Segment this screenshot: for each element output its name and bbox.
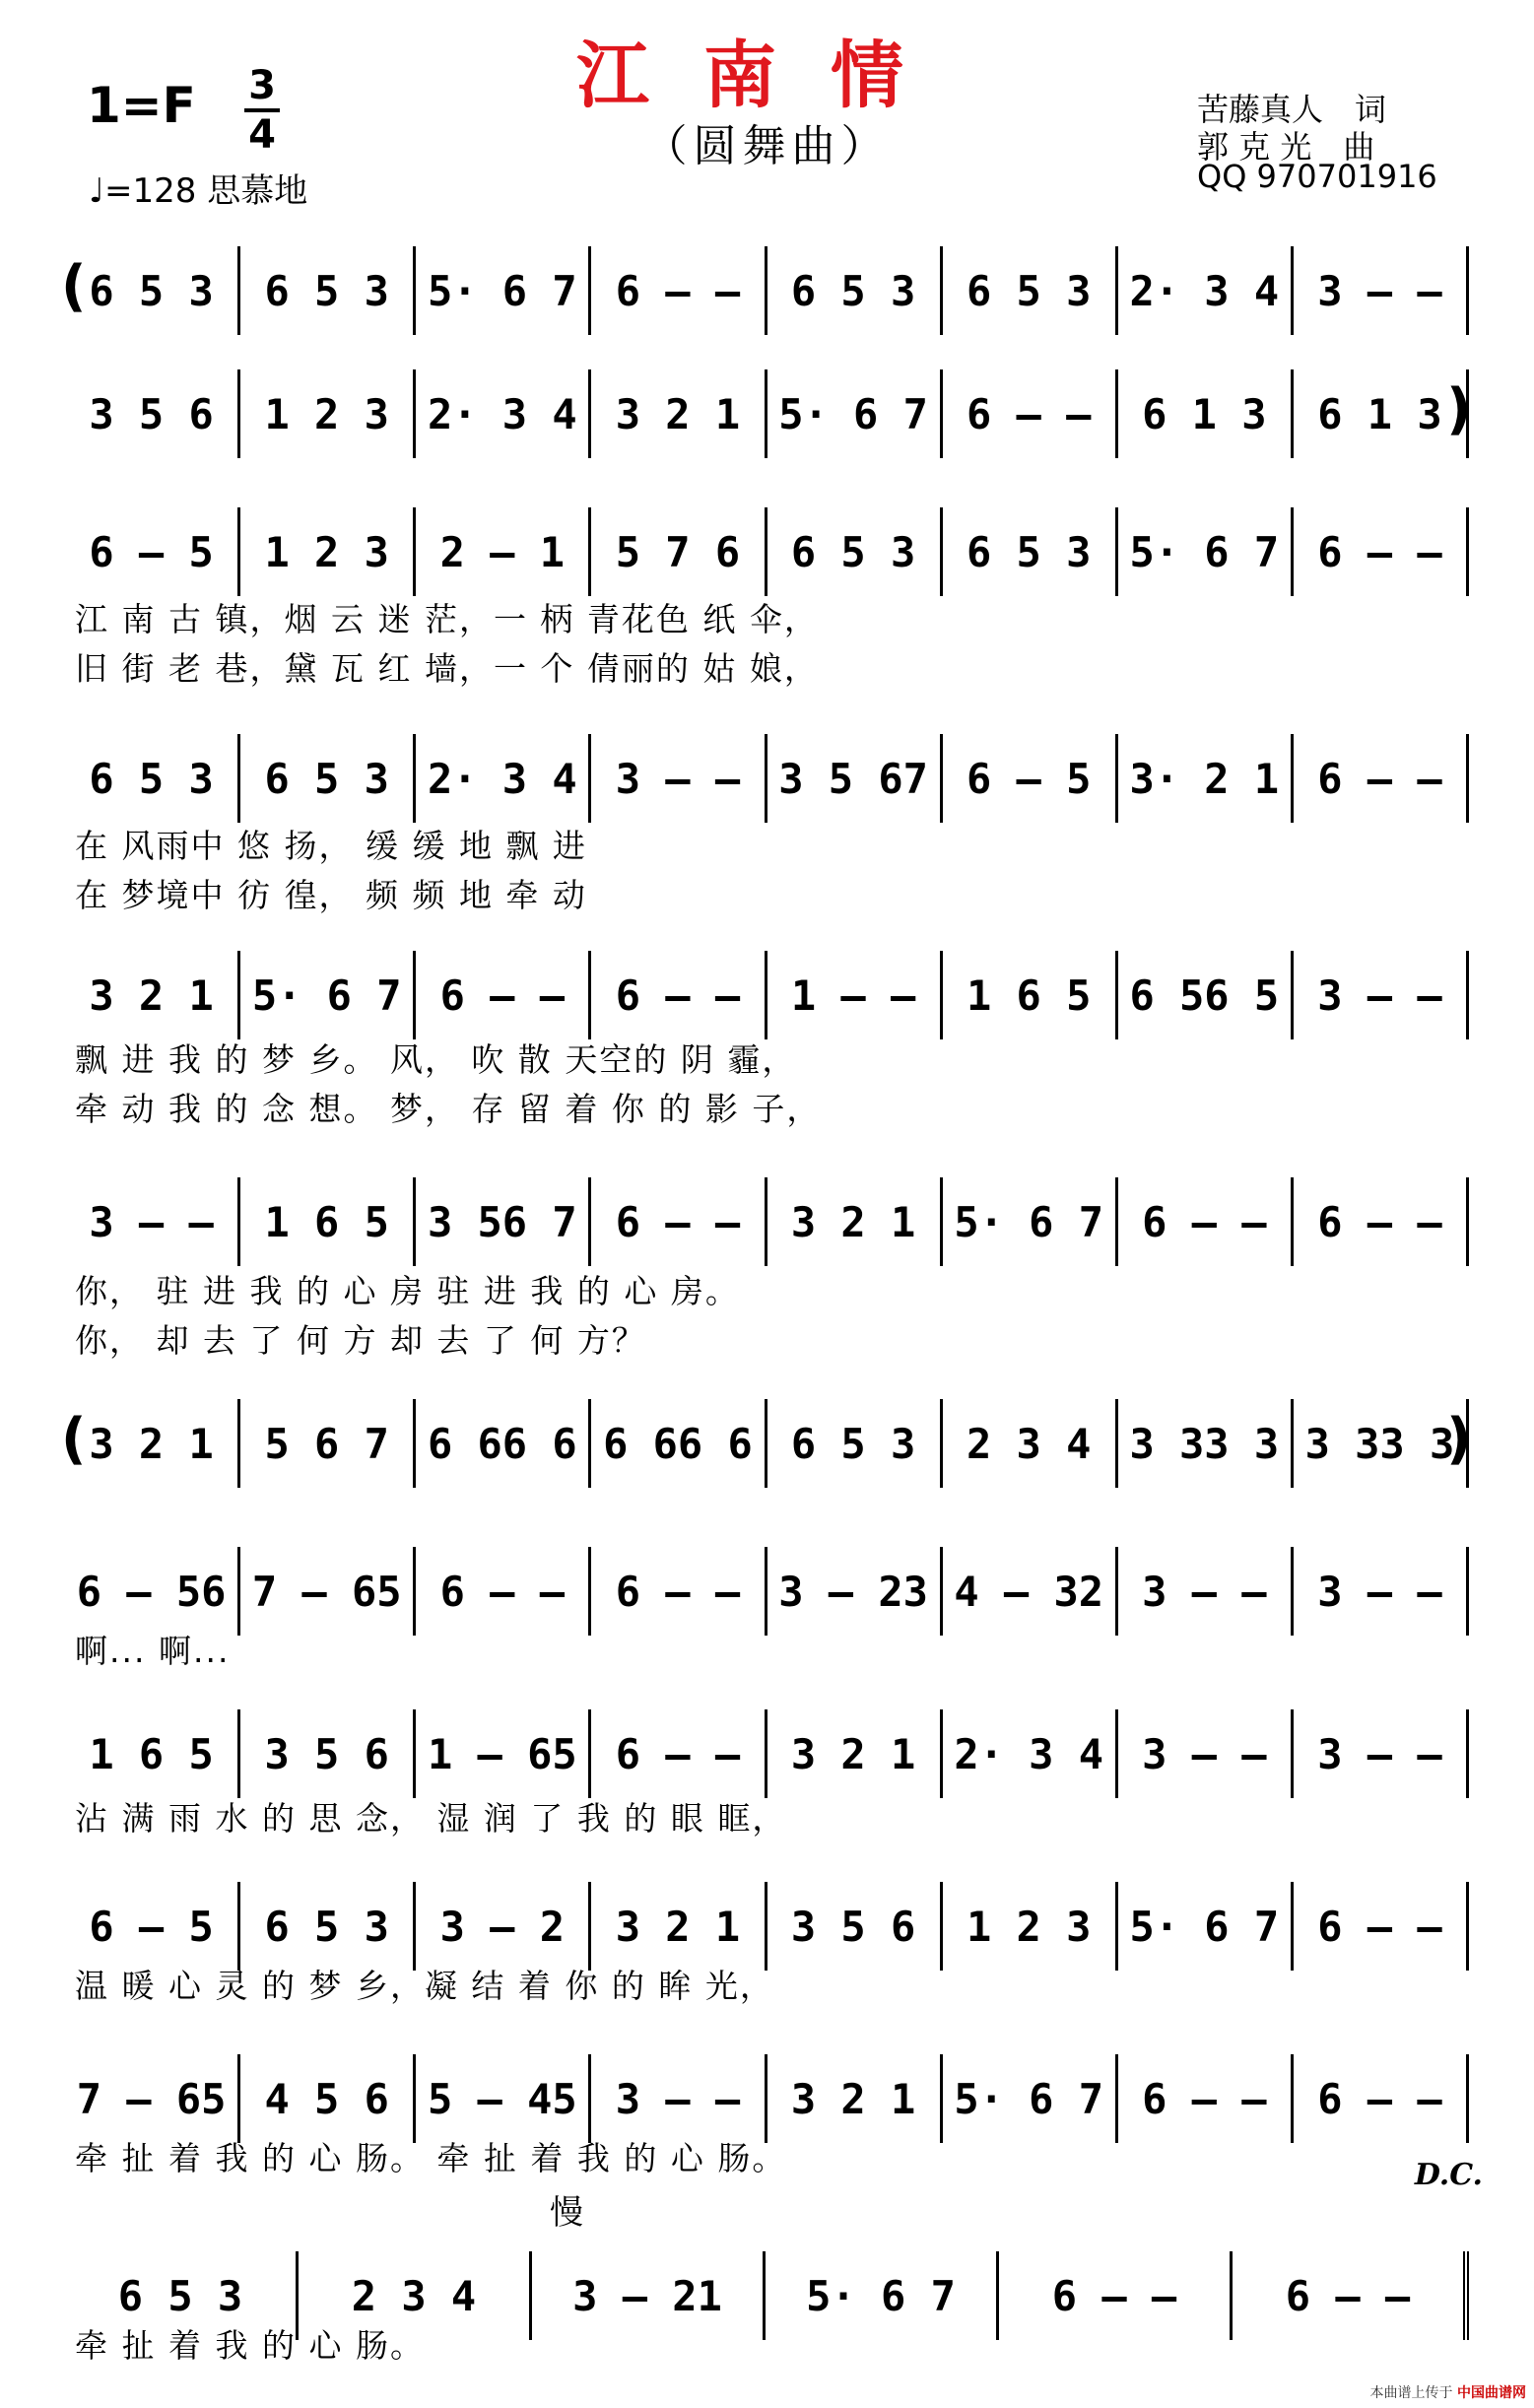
measure: 6 – 5 — [65, 507, 240, 596]
measure: 6 5 3 — [943, 507, 1118, 596]
measure: 3 – – — [65, 1177, 240, 1266]
bar-row — [65, 507, 1469, 596]
measure: 3 – – — [1118, 1709, 1294, 1798]
footer-site: 中国曲谱网 — [1457, 2385, 1526, 2401]
measure: 6 – – — [591, 1709, 767, 1798]
measure: 6 – – — [591, 246, 767, 335]
measure: 3 – – — [1294, 1547, 1469, 1636]
measure: 5· 6 7 — [766, 2251, 999, 2340]
lyric-line: 沾 满 雨 水 的 思 念， 湿 润 了 我 的 眼 眶， — [75, 1799, 787, 1838]
tempo-marking: ♩=128 思慕地 — [89, 171, 308, 211]
measure: 5 7 6 — [591, 507, 767, 596]
lyric-line: 飘 进 我 的 梦 乡。 风， 吹 散 天空的 阴 霾， — [75, 1040, 797, 1079]
measure: 1 6 5 — [240, 1177, 416, 1266]
time-bottom: 4 — [248, 112, 276, 158]
measure: 3 2 1 — [591, 1882, 767, 1971]
measure: 7 – 65 — [240, 1547, 416, 1636]
lyric-line: 啊... 啊... — [75, 1632, 231, 1670]
close-paren: ) — [1446, 1407, 1472, 1471]
measure: 4 – 32 — [943, 1547, 1118, 1636]
measure: 6 5 3 — [767, 246, 943, 335]
measure: 7 – 65 — [65, 2054, 240, 2143]
measure: 6 – – — [1294, 734, 1469, 823]
measure: 3 – 23 — [767, 1547, 943, 1636]
measure: 2· 3 4 — [416, 734, 591, 823]
bar-row — [65, 246, 1469, 335]
measure: 6 – – — [1294, 507, 1469, 596]
measure: 6 1 3 — [1294, 369, 1469, 458]
slow-mark: 慢 — [550, 2193, 583, 2233]
measure: 3 5 6 — [240, 1709, 416, 1798]
measure: 1 2 3 — [240, 369, 416, 458]
measure: 6 5 3 — [767, 1399, 943, 1488]
measure: 3 – – — [1294, 246, 1469, 335]
measure: 1 2 3 — [943, 1882, 1118, 1971]
measure: 5· 6 7 — [416, 246, 591, 335]
measure: 6 – – — [1294, 2054, 1469, 2143]
measure: 6 5 3 — [240, 246, 416, 335]
measure: 6 – – — [1233, 2251, 1469, 2340]
measure: 6 – 5 — [65, 1882, 240, 1971]
measure: 3 2 1 — [65, 1399, 240, 1488]
measure: 3 – – — [1294, 951, 1469, 1039]
measure: 6 66 6 — [591, 1399, 767, 1488]
bar-row — [65, 1177, 1469, 1266]
lyricist-credit: 苦藤真人 词 — [1197, 91, 1387, 128]
measure: 5· 6 7 — [943, 2054, 1118, 2143]
measure: 6 5 3 — [65, 734, 240, 823]
measure: 3 – – — [591, 734, 767, 823]
measure: 6 – – — [1294, 1882, 1469, 1971]
measure: 6 5 3 — [65, 246, 240, 335]
measure: 3 2 1 — [767, 1177, 943, 1266]
measure: 3 5 67 — [767, 734, 943, 823]
lyric-line: 江 南 古 镇，烟 云 迷 茫，一 柄 青花色 纸 伞， — [75, 600, 819, 638]
lyric-line: 旧 街 老 巷，黛 瓦 红 墙，一 个 倩丽的 姑 娘， — [75, 649, 819, 688]
measure: 6 – – — [1118, 2054, 1294, 2143]
measure: 3 – – — [591, 2054, 767, 2143]
measure: 6 – – — [416, 1547, 591, 1636]
measure: 5· 6 7 — [1118, 507, 1294, 596]
bar-row — [65, 1547, 1469, 1636]
bar-row — [65, 734, 1469, 823]
bar-row — [65, 951, 1469, 1039]
measure: 6 5 3 — [240, 734, 416, 823]
measure: 6 5 3 — [943, 246, 1118, 335]
lyric-line: 在 风雨中 悠 扬， 缓 缓 地 飘 进 — [75, 827, 587, 865]
measure: 2· 3 4 — [416, 369, 591, 458]
measure: 3 33 3 — [1294, 1399, 1469, 1488]
measure: 6 5 3 — [240, 1882, 416, 1971]
lyric-line: 温 暖 心 灵 的 梦 乡，凝 结 着 你 的 眸 光， — [75, 1967, 774, 2005]
bar-row — [65, 369, 1469, 458]
measure: 3 – – — [1118, 1547, 1294, 1636]
measure: 1 – 65 — [416, 1709, 591, 1798]
composer-credit: 郭 克 光 曲 — [1197, 128, 1375, 166]
measure: 6 – – — [943, 369, 1118, 458]
measure: 3 2 1 — [65, 951, 240, 1039]
bar-row — [65, 1399, 1469, 1488]
measure: 3 5 6 — [767, 1882, 943, 1971]
measure: 6 – 56 — [65, 1547, 240, 1636]
song-title: 江南情 — [576, 33, 958, 118]
measure: 6 – – — [1294, 1177, 1469, 1266]
measure: 5· 6 7 — [767, 369, 943, 458]
measure: 1 – – — [767, 951, 943, 1039]
lyric-line: 你， 驻 进 我 的 心 房 驻 进 我 的 心 房。 — [75, 1272, 740, 1310]
bar-row — [65, 1709, 1469, 1798]
measure: 6 – – — [591, 1547, 767, 1636]
lyric-line: 在 梦境中 彷 徨， 频 频 地 牵 动 — [75, 876, 587, 914]
measure: 2 3 4 — [299, 2251, 532, 2340]
measure: 3 – 2 — [416, 1882, 591, 1971]
measure: 6 – – — [416, 951, 591, 1039]
bar-row — [65, 2054, 1469, 2143]
bar-row — [65, 1882, 1469, 1971]
measure: 5· 6 7 — [1118, 1882, 1294, 1971]
measure: 3 2 1 — [591, 369, 767, 458]
lyric-line: 牵 动 我 的 念 想。 梦， 存 留 着 你 的 影 子， — [75, 1090, 822, 1128]
measure: 3· 2 1 — [1118, 734, 1294, 823]
measure: 5· 6 7 — [240, 951, 416, 1039]
time-top: 3 — [248, 63, 276, 108]
measure: 6 5 3 — [65, 2251, 299, 2340]
measure: 6 5 3 — [767, 507, 943, 596]
lyric-line: 牵 扯 着 我 的 心 肠。 牵 扯 着 我 的 心 肠。 — [75, 2139, 787, 2177]
measure: 6 1 3 — [1118, 369, 1294, 458]
measure: 2· 3 4 — [943, 1709, 1118, 1798]
measure: 3 5 6 — [65, 369, 240, 458]
measure: 1 2 3 — [240, 507, 416, 596]
measure: 1 6 5 — [65, 1709, 240, 1798]
measure: 2· 3 4 — [1118, 246, 1294, 335]
lyric-line: 牵 扯 着 我 的 心 肠。 — [75, 2326, 425, 2365]
measure: 6 – – — [999, 2251, 1233, 2340]
qq-credit: QQ 970701916 — [1197, 158, 1437, 195]
measure: 2 3 4 — [943, 1399, 1118, 1488]
measure: 6 – 5 — [943, 734, 1118, 823]
measure: 3 33 3 — [1118, 1399, 1294, 1488]
dc-mark: D.C. — [1414, 2158, 1483, 2192]
measure: 2 – 1 — [416, 507, 591, 596]
measure: 3 – – — [1294, 1709, 1469, 1798]
measure: 6 56 5 — [1118, 951, 1294, 1039]
measure: 1 6 5 — [943, 951, 1118, 1039]
measure: 3 2 1 — [767, 1709, 943, 1798]
measure: 3 2 1 — [767, 2054, 943, 2143]
open-paren: ( — [61, 1407, 87, 1471]
measure: 6 66 6 — [416, 1399, 591, 1488]
measure: 4 5 6 — [240, 2054, 416, 2143]
lyric-line: 你， 却 去 了 何 方 却 去 了 何 方？ — [75, 1321, 646, 1360]
footer-upload: 本曲谱上传于 — [1369, 2385, 1453, 2401]
time-signature — [242, 63, 282, 158]
measure: 5 – 45 — [416, 2054, 591, 2143]
close-paren: ) — [1446, 377, 1472, 441]
measure: 5· 6 7 — [943, 1177, 1118, 1266]
measure: 3 56 7 — [416, 1177, 591, 1266]
open-paren: ( — [61, 254, 87, 318]
key-signature: 1=F — [87, 77, 196, 134]
song-subtitle: （圆舞曲） — [643, 121, 891, 171]
measure: 3 – 21 — [532, 2251, 766, 2340]
measure: 6 – – — [591, 1177, 767, 1266]
footer — [1370, 2382, 1526, 2402]
measure: 5 6 7 — [240, 1399, 416, 1488]
measure: 6 – – — [591, 951, 767, 1039]
measure: 6 – – — [1118, 1177, 1294, 1266]
